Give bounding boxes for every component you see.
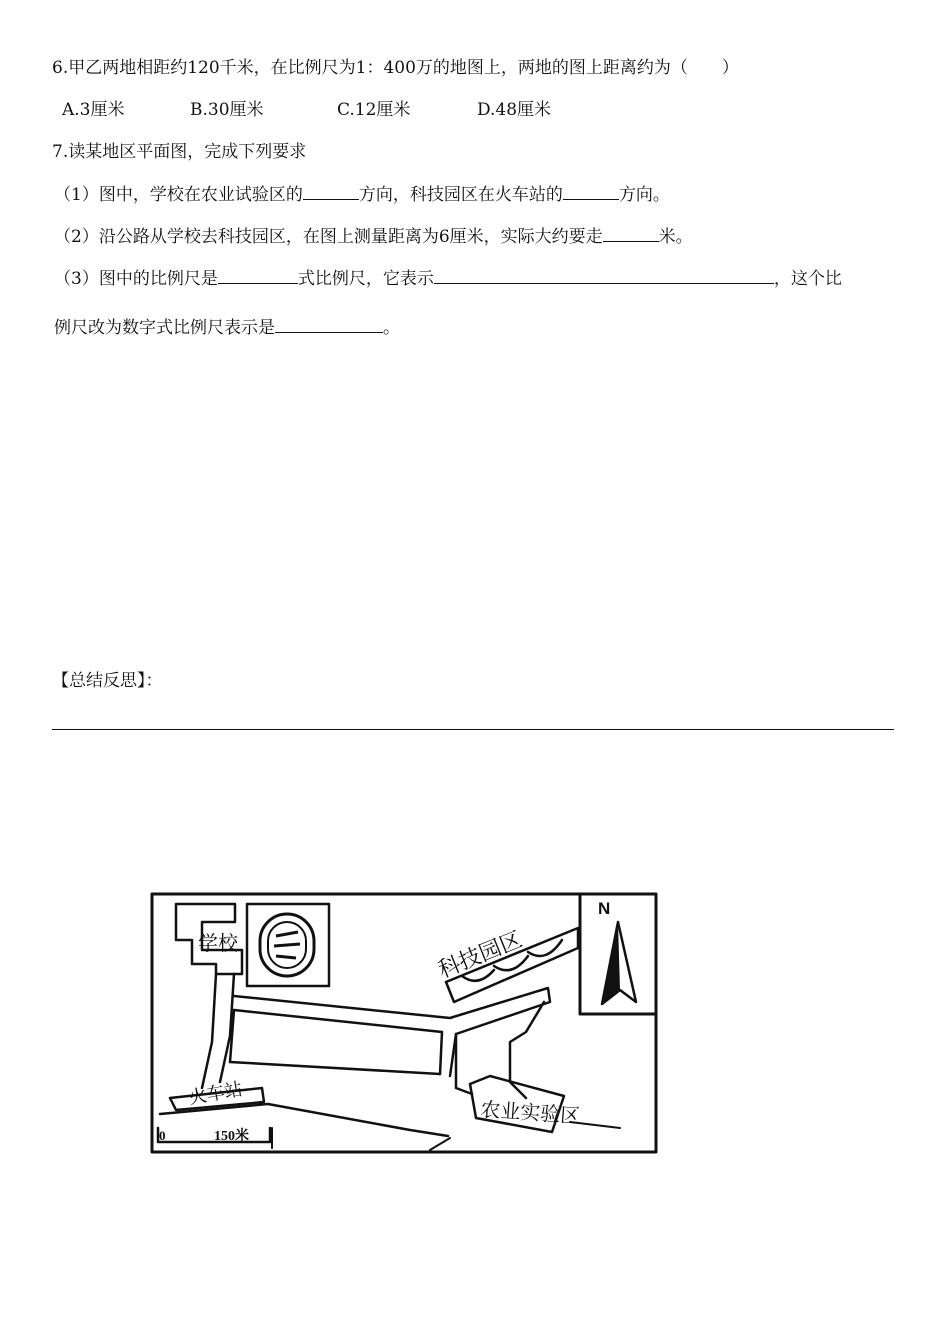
answer-blank-2[interactable] (603, 223, 659, 242)
option-c[interactable]: C.12厘米 (337, 100, 411, 120)
station-label: 火车站 (187, 1078, 245, 1109)
north-label: N (598, 899, 611, 918)
summary-answer-line[interactable] (52, 729, 894, 730)
answer-blank-1a[interactable] (303, 181, 359, 200)
part-3-text-e: 。 (383, 318, 400, 338)
north-arrow-icon (602, 922, 636, 1004)
question-7-title: 7.读某地区平面图，完成下列要求 (52, 142, 307, 162)
option-a[interactable]: A.3厘米 (62, 100, 125, 120)
part-1-text-b: 方向，科技园区在火车站的 (358, 185, 563, 205)
question-7-part-2 (54, 223, 693, 249)
scale-zero-label: 0 (159, 1128, 166, 1143)
part-1-text-c: 方向。 (618, 185, 670, 205)
answer-blank-3a[interactable] (218, 265, 298, 284)
part-2-text-a: （2）沿公路从学校去科技园区，在图上测量距离为6厘米，实际大约要走 (54, 227, 603, 247)
option-d[interactable]: D.48厘米 (477, 100, 552, 120)
part-3-text-c: ，这个比 (773, 269, 842, 289)
part-3-text-d: 例尺改为数字式比例尺表示是 (54, 318, 275, 338)
answer-blank-3c[interactable] (275, 314, 383, 333)
part-1-text-a: （1）图中，学校在农业试验区的 (54, 185, 303, 205)
question-7-part-3-continued (54, 314, 400, 340)
area-map (150, 892, 658, 1154)
part-3-text-b: 式比例尺，它表示 (297, 269, 434, 289)
scale-distance-label: 150米 (214, 1129, 249, 1144)
tech-park-label: 科技园区 (434, 927, 526, 984)
school-label: 学校 (198, 931, 238, 955)
part-2-text-b: 米。 (658, 227, 693, 247)
question-7-part-1 (54, 181, 670, 207)
answer-blank-3b[interactable] (434, 265, 774, 284)
question-6-options (62, 98, 551, 122)
option-b[interactable]: B.30厘米 (190, 100, 264, 120)
question-6 (52, 56, 739, 80)
question-6-text: 6.甲乙两地相距约120千米，在比例尺为1：400万的地图上，两地的图上距离约为（ ） (52, 58, 739, 78)
running-track-icon (260, 914, 314, 976)
answer-blank-1b[interactable] (563, 181, 619, 200)
summary-reflection-label: 【总结反思】： (52, 671, 163, 691)
farm-label: 农业实验区 (479, 1097, 582, 1128)
part-3-text-a: （3）图中的比例尺是 (54, 269, 218, 289)
question-7-part-3 (54, 265, 842, 291)
